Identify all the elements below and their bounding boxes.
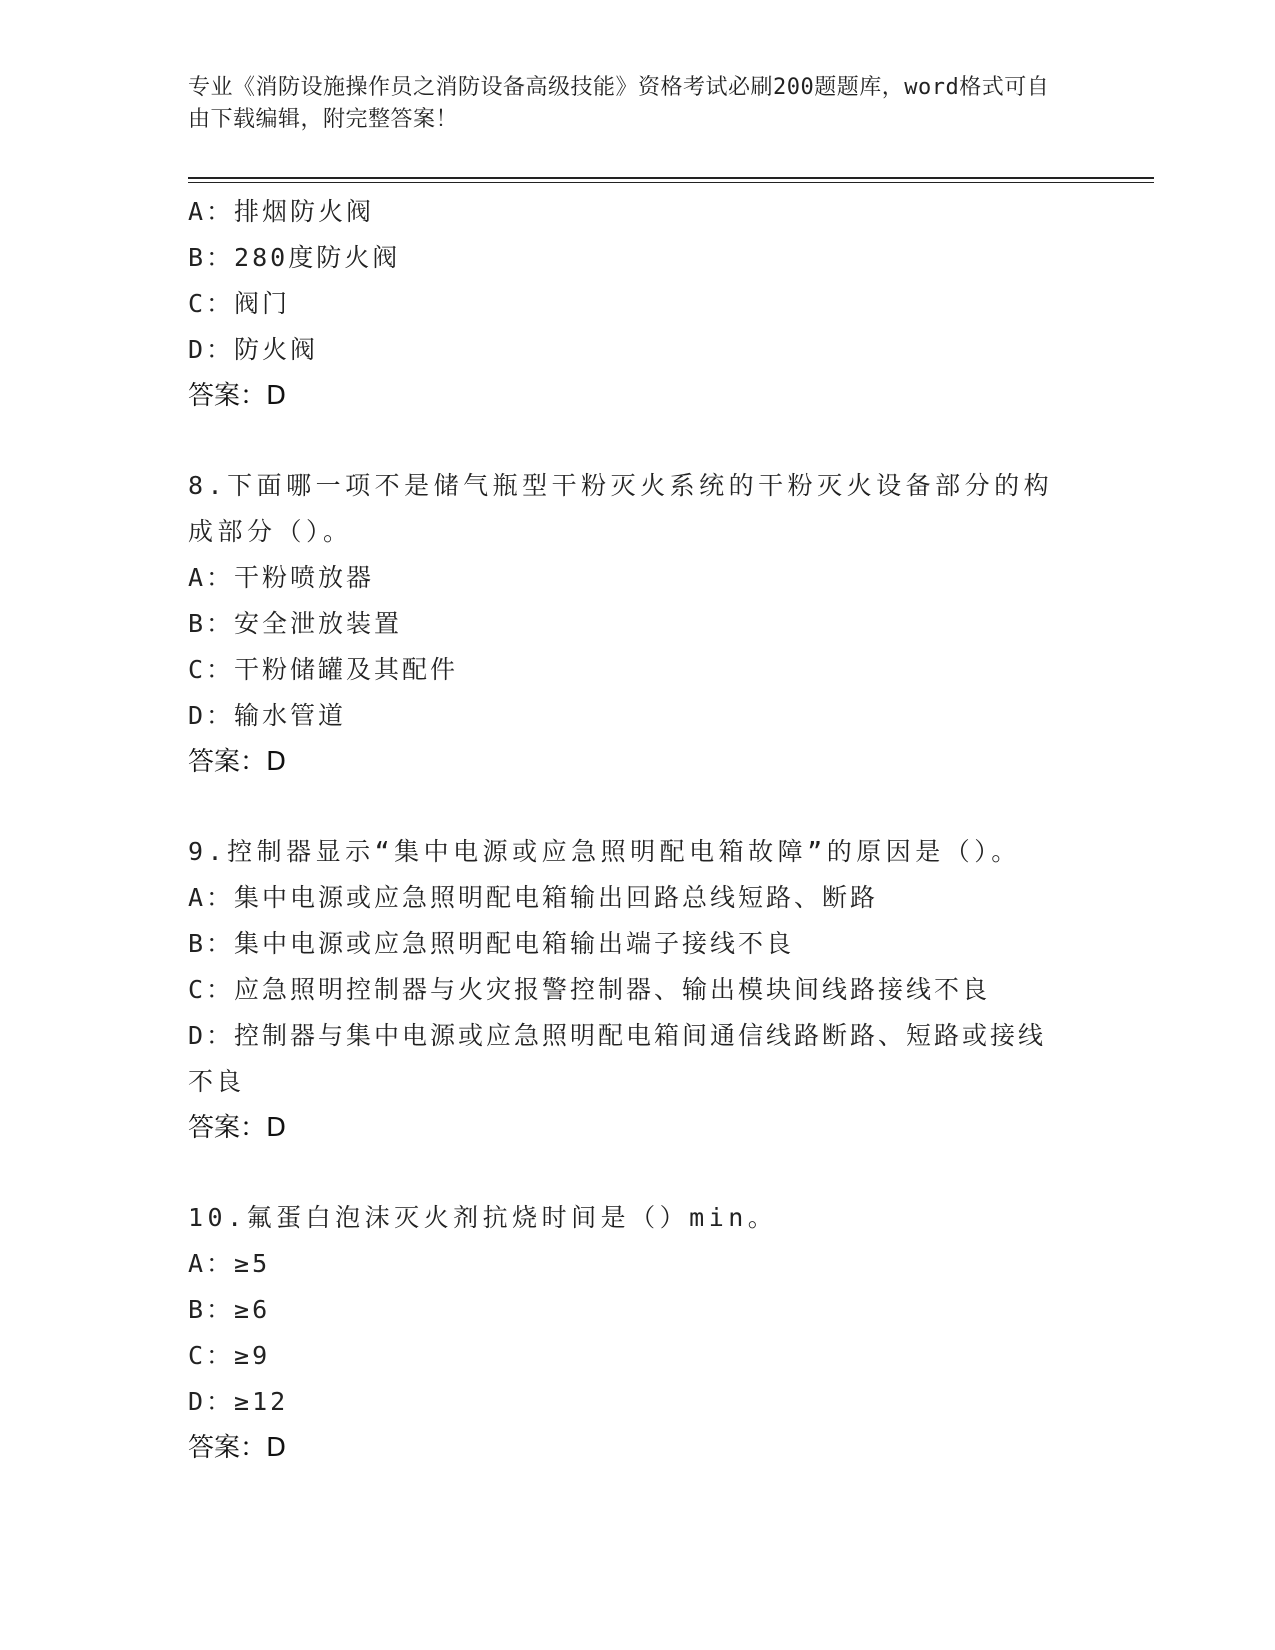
option-c: C：应急照明控制器与火灾报警控制器、输出模块间线路接线不良: [188, 975, 991, 1004]
option-b: B：集中电源或应急照明配电箱输出端子接线不良: [188, 929, 795, 958]
option-a: A：≥5: [188, 1249, 271, 1278]
answer-line: 答案：D: [188, 747, 287, 777]
option-d: D：控制器与集中电源或应急照明配电箱间通信线路断路、短路或接线不良: [188, 1021, 1047, 1096]
option-a: A：集中电源或应急照明配电箱输出回路总线短路、断路: [188, 883, 879, 912]
answer-line: 答案：D: [188, 1433, 287, 1463]
option-b: B：≥6: [188, 1295, 271, 1324]
option-d: D：防火阀: [188, 335, 319, 364]
question-block-8: [188, 463, 1088, 785]
header-divider-thick: [188, 177, 1154, 179]
option-b: B：安全泄放装置: [188, 609, 403, 638]
document-header: 专业《消防设施操作员之消防设备高级技能》资格考试必刷200题题库，word格式可自由下载编辑，附完整答案！: [188, 75, 1050, 132]
option-c: C：≥9: [188, 1341, 271, 1370]
question-text: 10.氟蛋白泡沫灭火剂抗烧时间是（）min。: [188, 1203, 778, 1232]
option-a: A：排烟防火阀: [188, 197, 375, 226]
option-a: A：干粉喷放器: [188, 563, 375, 592]
question-block-9: [188, 829, 1088, 1151]
question-text: 9.控制器显示“集中电源或应急照明配电箱故障”的原因是（）。: [188, 837, 1021, 866]
option-d: D：≥12: [188, 1387, 289, 1416]
option-c: C：干粉储罐及其配件: [188, 655, 459, 684]
question-list: [188, 189, 1088, 1471]
answer-line: 答案：D: [188, 1113, 287, 1143]
question-text: 8.下面哪一项不是储气瓶型干粉灭火系统的干粉灭火设备部分的构成部分（）。: [188, 471, 1054, 546]
header-divider-thin: [188, 182, 1154, 183]
question-block-7: [188, 189, 1088, 419]
option-b: B：280度防火阀: [188, 243, 401, 272]
answer-line: 答案：D: [188, 381, 287, 411]
question-block-10: [188, 1195, 1088, 1471]
option-c: C：阀门: [188, 289, 291, 318]
option-d: D：输水管道: [188, 701, 347, 730]
